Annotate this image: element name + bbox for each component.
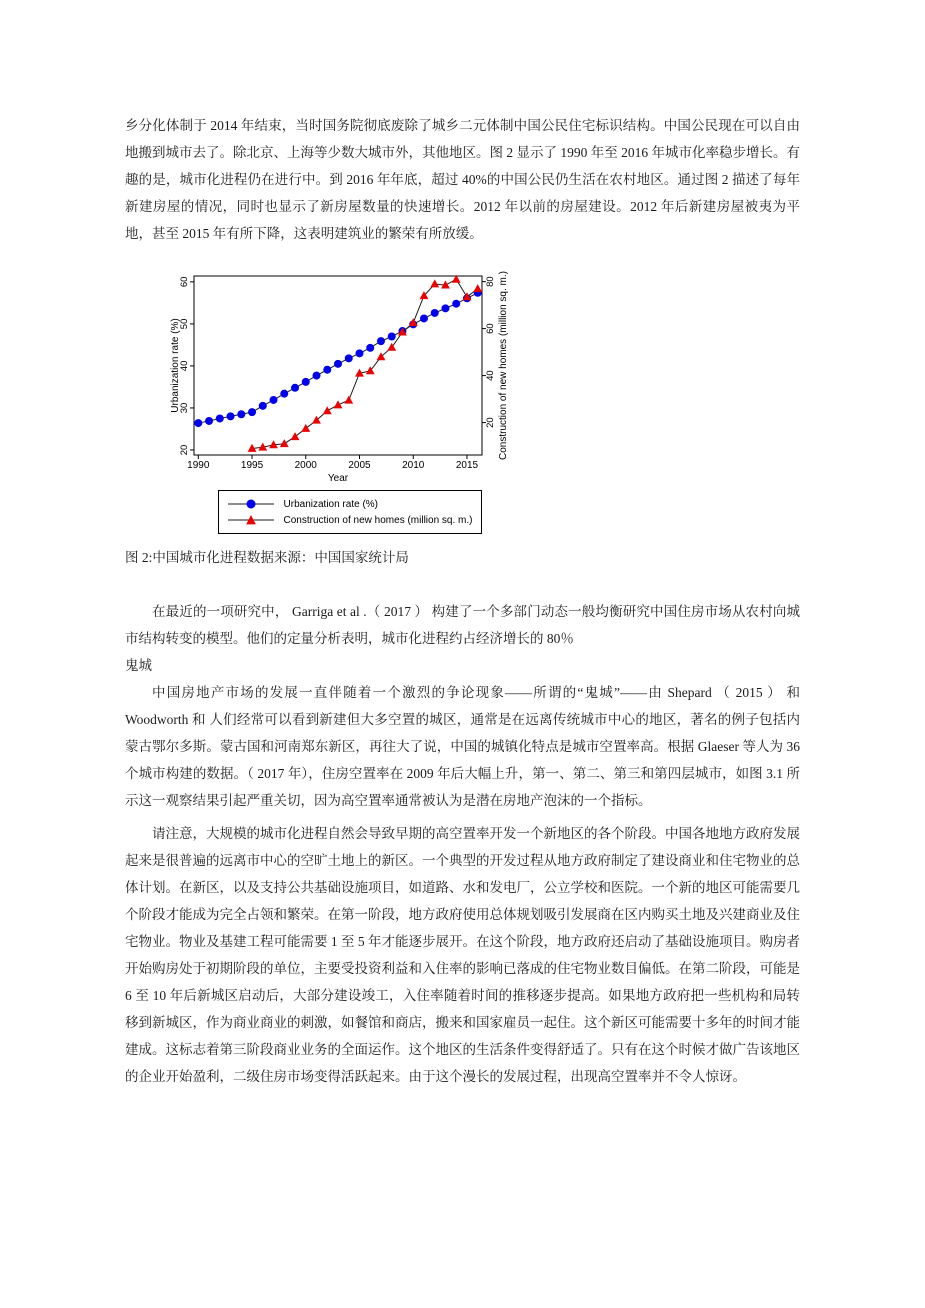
circle-marker bbox=[377, 337, 385, 345]
circle-marker bbox=[388, 333, 396, 341]
circle-marker bbox=[237, 410, 245, 418]
triangle-marker bbox=[280, 439, 289, 447]
circle-marker bbox=[313, 372, 321, 380]
circle-marker bbox=[441, 304, 449, 312]
triangle-marker-sample bbox=[226, 513, 276, 527]
legend-label: Construction of new homes (million sq. m.) bbox=[283, 514, 473, 526]
chart-legend bbox=[218, 490, 483, 534]
paragraph: 在最近的一项研究中， Garriga et al .（ 2017 ） 构建了一个多部门动态一般均衡研究中国住房市场从农村向城市结构转变的模型。他们的定量分析表明，城市化进程约占经济增长的 80％ bbox=[125, 604, 800, 646]
triangle-marker bbox=[377, 352, 386, 360]
svg-text:50: 50 bbox=[179, 318, 190, 330]
paragraph: 乡分化体制于 2014 年结束，当时国务院彻底废除了城乡二元体制中国公民住宅标识结构。中国公民现在可以自由地搬到城市去了。除北京、上海等少数大城市外，其他地区。图 2 显示了 1990 年至 2016 年城市化率稳步增长。有趣的是，城市化进程仍在进行中。到 2016 年年底，超过 40%的中国公民仍生活在农村地区。通过图 2 描述了每年新建房屋的情况，同时也显示了新房屋数量的快速增长。2012 年以前的房屋建设。2012 年后新建房屋被夷为平地，甚至 2015 年有所下降，这表明建筑业的繁荣有所放缓。 bbox=[125, 118, 800, 241]
circle-marker bbox=[345, 354, 353, 362]
svg-text:80: 80 bbox=[485, 276, 496, 287]
series-line bbox=[252, 279, 478, 448]
y-axis-title-left: Urbanization rate (%) bbox=[170, 318, 181, 413]
circle-marker bbox=[270, 396, 278, 404]
triangle-marker bbox=[344, 396, 353, 404]
circle-marker bbox=[216, 414, 224, 422]
circle-marker bbox=[323, 366, 331, 374]
svg-text:1995: 1995 bbox=[240, 460, 264, 471]
circle-marker bbox=[420, 314, 428, 322]
circle-marker bbox=[194, 419, 202, 427]
x-axis-title: Year bbox=[327, 473, 349, 484]
svg-text:2015: 2015 bbox=[455, 460, 479, 471]
legend-item bbox=[226, 496, 473, 512]
circle-marker bbox=[302, 378, 310, 386]
legend-label: Urbanization rate (%) bbox=[283, 498, 378, 510]
triangle-marker bbox=[291, 432, 300, 440]
circle-marker-sample bbox=[226, 497, 276, 511]
circle-marker bbox=[259, 402, 267, 410]
svg-text:2005: 2005 bbox=[348, 460, 371, 471]
svg-text:1990: 1990 bbox=[187, 460, 210, 471]
svg-text:2010: 2010 bbox=[402, 460, 425, 471]
section-heading-ghost-city: 鬼城 bbox=[125, 658, 152, 673]
figure-caption: 图 2:中国城市化进程数据来源：中国国家统计局 bbox=[125, 550, 409, 565]
y-axis-title-right: Construction of new homes (million sq. m.) bbox=[498, 271, 509, 460]
svg-text:20: 20 bbox=[485, 417, 496, 428]
paragraph: 中国房地产市场的发展一直伴随着一个激烈的争论现象——所谓的“鬼城”——由 Shepard （ 2015 ） 和 Woodworth 和 人们经常可以看到新建但大多空置的城区，通常是在远离传统城市中心的地区，著名的例子包括内蒙古鄂尔多斯。蒙古国和河南郑东新区，再往大了说，中国的城镇化特点是城市空置率高。根据 Glaeser 等人为 36 个城市构建的数据。（ 2017 年），住房空置率在 2009 年后大幅上升，第一、第二、第三和第四层城市，如图 3.1 所示这一观察结果引起严重关切，因为高空置率通常被认为是潜在房地产泡沫的一个指标。 bbox=[125, 685, 800, 808]
circle-marker bbox=[431, 309, 439, 317]
svg-text:60: 60 bbox=[179, 276, 190, 288]
svg-text:2000: 2000 bbox=[294, 460, 317, 471]
triangle-marker bbox=[430, 279, 439, 287]
triangle-marker bbox=[334, 400, 343, 408]
figure-2 bbox=[170, 269, 530, 534]
circle-marker bbox=[334, 360, 342, 368]
circle-marker bbox=[366, 344, 374, 352]
urbanization-chart-svg bbox=[170, 269, 520, 485]
paragraph: 请注意，大规模的城市化进程自然会导致早期的高空置率开发一个新地区的各个阶段。中国各地地方政府发展起来是很普遍的远离市中心的空旷土地上的新区。一个典型的开发过程从地方政府制定了建设商业和住宅物业的总体计划。在新区，以及支持公共基础设施项目，如道路、水和发电厂，公立学校和医院。一个新的地区可能需要几个阶段才能成为完全占领和繁荣。在第一阶段，地方政府使用总体规划吸引发展商在区内购买土地及兴建商业及住宅物业。物业及基建工程可能需要 1 至 5 年才能逐步展开。在这个阶段，地方政府还启动了基础设施项目。购房者开始购房处于初期阶段的单位，主要受投资利益和入住率的影响已落成的住宅物业数目偏低。在第二阶段，可能是 6 至 10 年后新城区启动后，大部分建设竣工，入住率随着时间的推移逐步提高。如果地方政府把一些机构和局转移到新城区，作为商业商业的刺激，如餐馆和商店，搬来和国家雇员一起住。这个新区可能需要十多年的时间才能建成。这标志着第三阶段商业业务的全面运作。这个地区的生活条件变得舒适了。只有在这个时候才做广告该地区的企业开始盈利，二级住房市场变得活跃起来。由于这个漫长的发展过程，出现高空置率并不令人惊讶。 bbox=[125, 826, 800, 1084]
triangle-marker bbox=[312, 416, 321, 424]
triangle-marker bbox=[387, 343, 396, 351]
circle-marker bbox=[205, 417, 213, 425]
triangle-marker bbox=[301, 424, 310, 432]
svg-text:60: 60 bbox=[485, 323, 496, 334]
triangle-marker bbox=[323, 406, 332, 414]
svg-text:30: 30 bbox=[179, 402, 190, 414]
svg-text:20: 20 bbox=[179, 444, 190, 456]
circle-marker bbox=[280, 390, 288, 398]
svg-text:40: 40 bbox=[179, 360, 190, 372]
circle-marker bbox=[248, 408, 256, 416]
triangle-marker bbox=[473, 284, 482, 292]
circle-marker bbox=[452, 300, 460, 308]
circle-marker bbox=[227, 412, 235, 420]
legend-item bbox=[226, 512, 473, 528]
circle-marker bbox=[291, 384, 299, 392]
svg-text:40: 40 bbox=[485, 370, 496, 381]
circle-marker bbox=[355, 349, 363, 357]
